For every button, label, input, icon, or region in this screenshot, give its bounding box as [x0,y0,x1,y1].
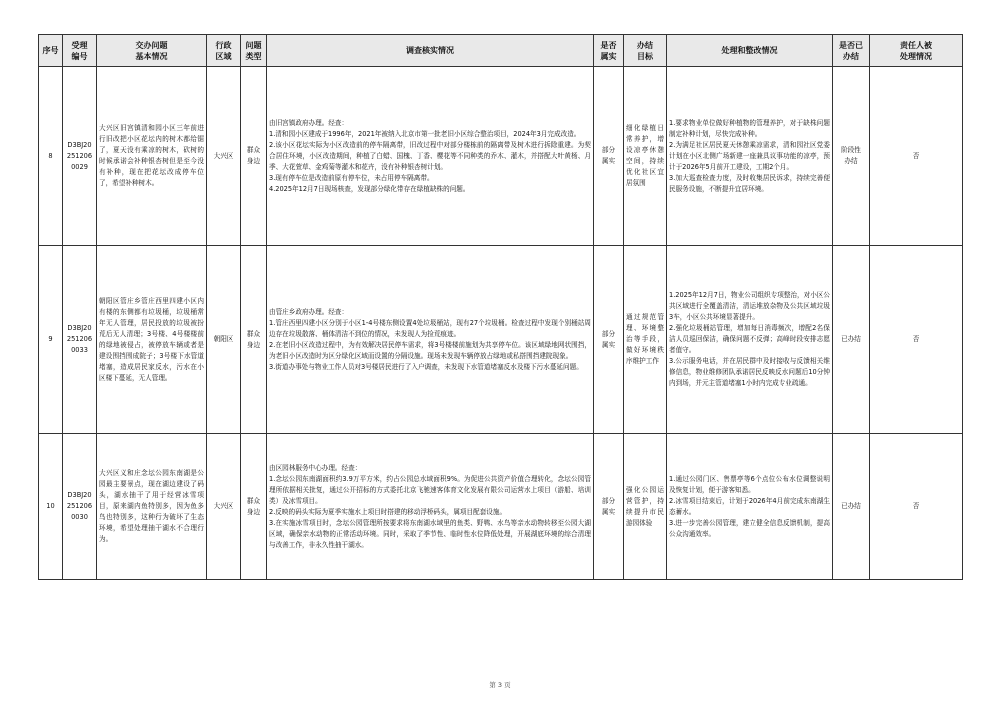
cell-rectify: 1.通过公园门区、售票亭等6个点位公布水位调整说明及恢复计划，便于游客知悉。 2.冰雪项目结束后，计划于2026年4月前完成东南湖生态蓄水。 3.进一步完善公园管理，建立健全信息反馈机制，提高公众沟通效率。 [667,434,833,580]
header-type: 问题 类型 [241,35,267,67]
cell-true: 部分 属实 [594,67,624,246]
table-row [39,246,963,434]
header-rectify: 处理和整改情况 [667,35,833,67]
header-goal: 办结 目标 [624,35,667,67]
case-table [38,34,963,580]
cell-region: 朝阳区 [207,246,241,434]
cell-goal: 通过规范管理、环境整治等手段，做好环境秩序维护工作 [624,246,667,434]
cell-region: 大兴区 [207,434,241,580]
table-row [39,67,963,246]
cell-investigation: 由区园林服务中心办理。经查： 1.念坛公园东南湖面积约3.9万平方米，约占公园总水域面积9%。为促进公共资产价值合理转化，念坛公园管理所依据相关批复，通过公开招标的方式委托北京飞驰速客体育文化发展有限公司运营水上项目（游船、培训类）及冰雪项目。 2.反映的码头实际为夏季实施水上项目时搭建的移动浮桥码头，属项目配套设施。 3.在实施冰雪项目时，念坛公园管理所按要求将东南湖水域里的鱼类、野鸭、水鸟等亲水动物转移至公园大湖区域，确保亲水动物的正常活动环境。同时，采取了季节性、临时性水位降低处理，开展湖底环境的综合清理与改善工作，非永久性抽干湖水。 [267,434,594,580]
cell-type: 群众 身边 [241,434,267,580]
cell-done: 已办结 [833,434,870,580]
cell-true: 部分 属实 [594,246,624,434]
cell-goal: 强化公园运营管护，持续提升市民游园体验 [624,434,667,580]
header-investigation: 调查核实情况 [267,35,594,67]
table-header-row [39,35,963,67]
cell-no: 8 [39,67,63,246]
cell-type: 群众 身边 [241,246,267,434]
header-id: 受理 编号 [63,35,97,67]
cell-done: 阶段性 办结 [833,67,870,246]
cell-rectify: 1.要求物业单位做好种植物的管理养护，对于缺株问题制定补种计划，尽快完成补种。 2.为满足社区居民夏天休憩乘凉需求，清和园社区党委计划在小区北侧广场新建一座兼具议事功能的凉亭，预计于2026年5月前开工建设，工期2个月。 3.加大巡查检查力度，及时收集居民诉求，持续完善便民服务设施，不断提升宜居环境。 [667,67,833,246]
cell-id: D3BJ20 251206 0033 [63,246,97,434]
cell-basic: 大兴区义和庄念坛公园东南湖是公园最主要景点，现在湖边建设了码头，湖水抽干了用于经营冰雪项目，原来湖内鱼特别多，因为鱼多鸟也特别多，这种行为破坏了生态环境，希望处理抽干湖水不合理行为。 [97,434,207,580]
header-true: 是否 属实 [594,35,624,67]
cell-done: 已办结 [833,246,870,434]
cell-goal: 细化绿植日常养护，增设凉亭休憩空间，持续优化社区宜居氛围 [624,67,667,246]
header-basic: 交办问题 基本情况 [97,35,207,67]
cell-no: 10 [39,434,63,580]
cell-punish: 否 [870,67,963,246]
cell-id: D3BJ20 251206 0030 [63,434,97,580]
header-done: 是否已 办结 [833,35,870,67]
cell-type: 群众 身边 [241,67,267,246]
cell-punish: 否 [870,246,963,434]
document-page [38,34,962,580]
cell-id: D3BJ20 251206 0029 [63,67,97,246]
cell-punish: 否 [870,434,963,580]
cell-true: 部分 属实 [594,434,624,580]
cell-basic: 大兴区旧宫镇清和园小区三年前进行旧改把小区花坛内的树木都给锯了，夏天没有乘凉的树木，砍树的时候承诺会补种银杏树但是至今没有补种，现在把花坛改成停车位了，希望补种树木。 [97,67,207,246]
header-punish: 责任人被 处理情况 [870,35,963,67]
page-number: 第 3 页 [489,681,511,689]
cell-investigation: 由旧宫镇政府办理。经查： 1.清和园小区建成于1996年，2021年被纳入北京市第一批老旧小区综合整治项目，2024年3月完成改造。 2.该小区花坛实际为小区改造前的停车隔离带，旧改过程中对部分楼栋前的隔离带及树木进行拆除重建。为契合居住环境，小区改造期间，种植了白蜡、国槐、丁香、樱花等不同种类的乔木、灌木，并搭配大叶黄杨、月季、大花萱草、金鸡菊等灌木和花卉，没有补种银杏树计划。 3.现有停车位是改造前原有停车位，未占用停车隔离带。 4.2025年12月7日现场核查，发现部分绿化带存在绿植缺株的问题。 [267,67,594,246]
cell-basic: 朝阳区管庄乡管庄西里四建小区内有楼的东侧都有垃圾桶，垃圾桶常年无人管理，居民投放的垃圾被扮荒后无人清理；3号楼、4号楼楼前的绿地被侵占，被停放车辆或者是建设围挡围成院子；3号楼下水管道堵塞，造成居民家反水，污水在小区楼下蔓延，无人管理。 [97,246,207,434]
table-body [39,67,963,580]
cell-no: 9 [39,246,63,434]
header-region: 行政 区域 [207,35,241,67]
cell-region: 大兴区 [207,67,241,246]
table-row [39,434,963,580]
cell-investigation: 由管庄乡政府办理。经查： 1.管庄西里四建小区分别于小区1-4号楼东侧设置4处垃圾桶站，现有27个垃圾桶。检查过程中发现个别桶站周边存在垃圾散落、桶体清洁不到位的情况，未发现人为捡荒痕迹。 2.在老旧小区改造过程中，为有效解决居民停车需求，将3号楼楼前施划为共享停车位。该区域绿地网状围挡，为老旧小区改造时为区分绿化区域而设置的分隔设施。现场未发现车辆停放占绿地或私搭围挡建院现象。 3.街道办事处与物业工作人员对3号楼居民进行了入户调查，未发现下水管道堵塞反水及楼下污水蔓延问题。 [267,246,594,434]
cell-rectify: 1.2025年12月7日，物业公司组织专项整治，对小区公共区域进行全覆盖清洁，清运堆放杂物及公共区域垃圾3车，小区公共环境显著提升。 2.强化垃圾桶站管理，增加每日消毒频次，增配2名保洁人员巡回保洁，确保问题不反弹；高峰时段安排志愿者值守。 3.公示服务电话，并在居民群中及时接收与反馈相关维修信息，物业维修团队承诺居民反映反水问题后10分钟内到场，并元主管道堵塞1小时内完成专业疏通。 [667,246,833,434]
header-no: 序号 [39,35,63,67]
